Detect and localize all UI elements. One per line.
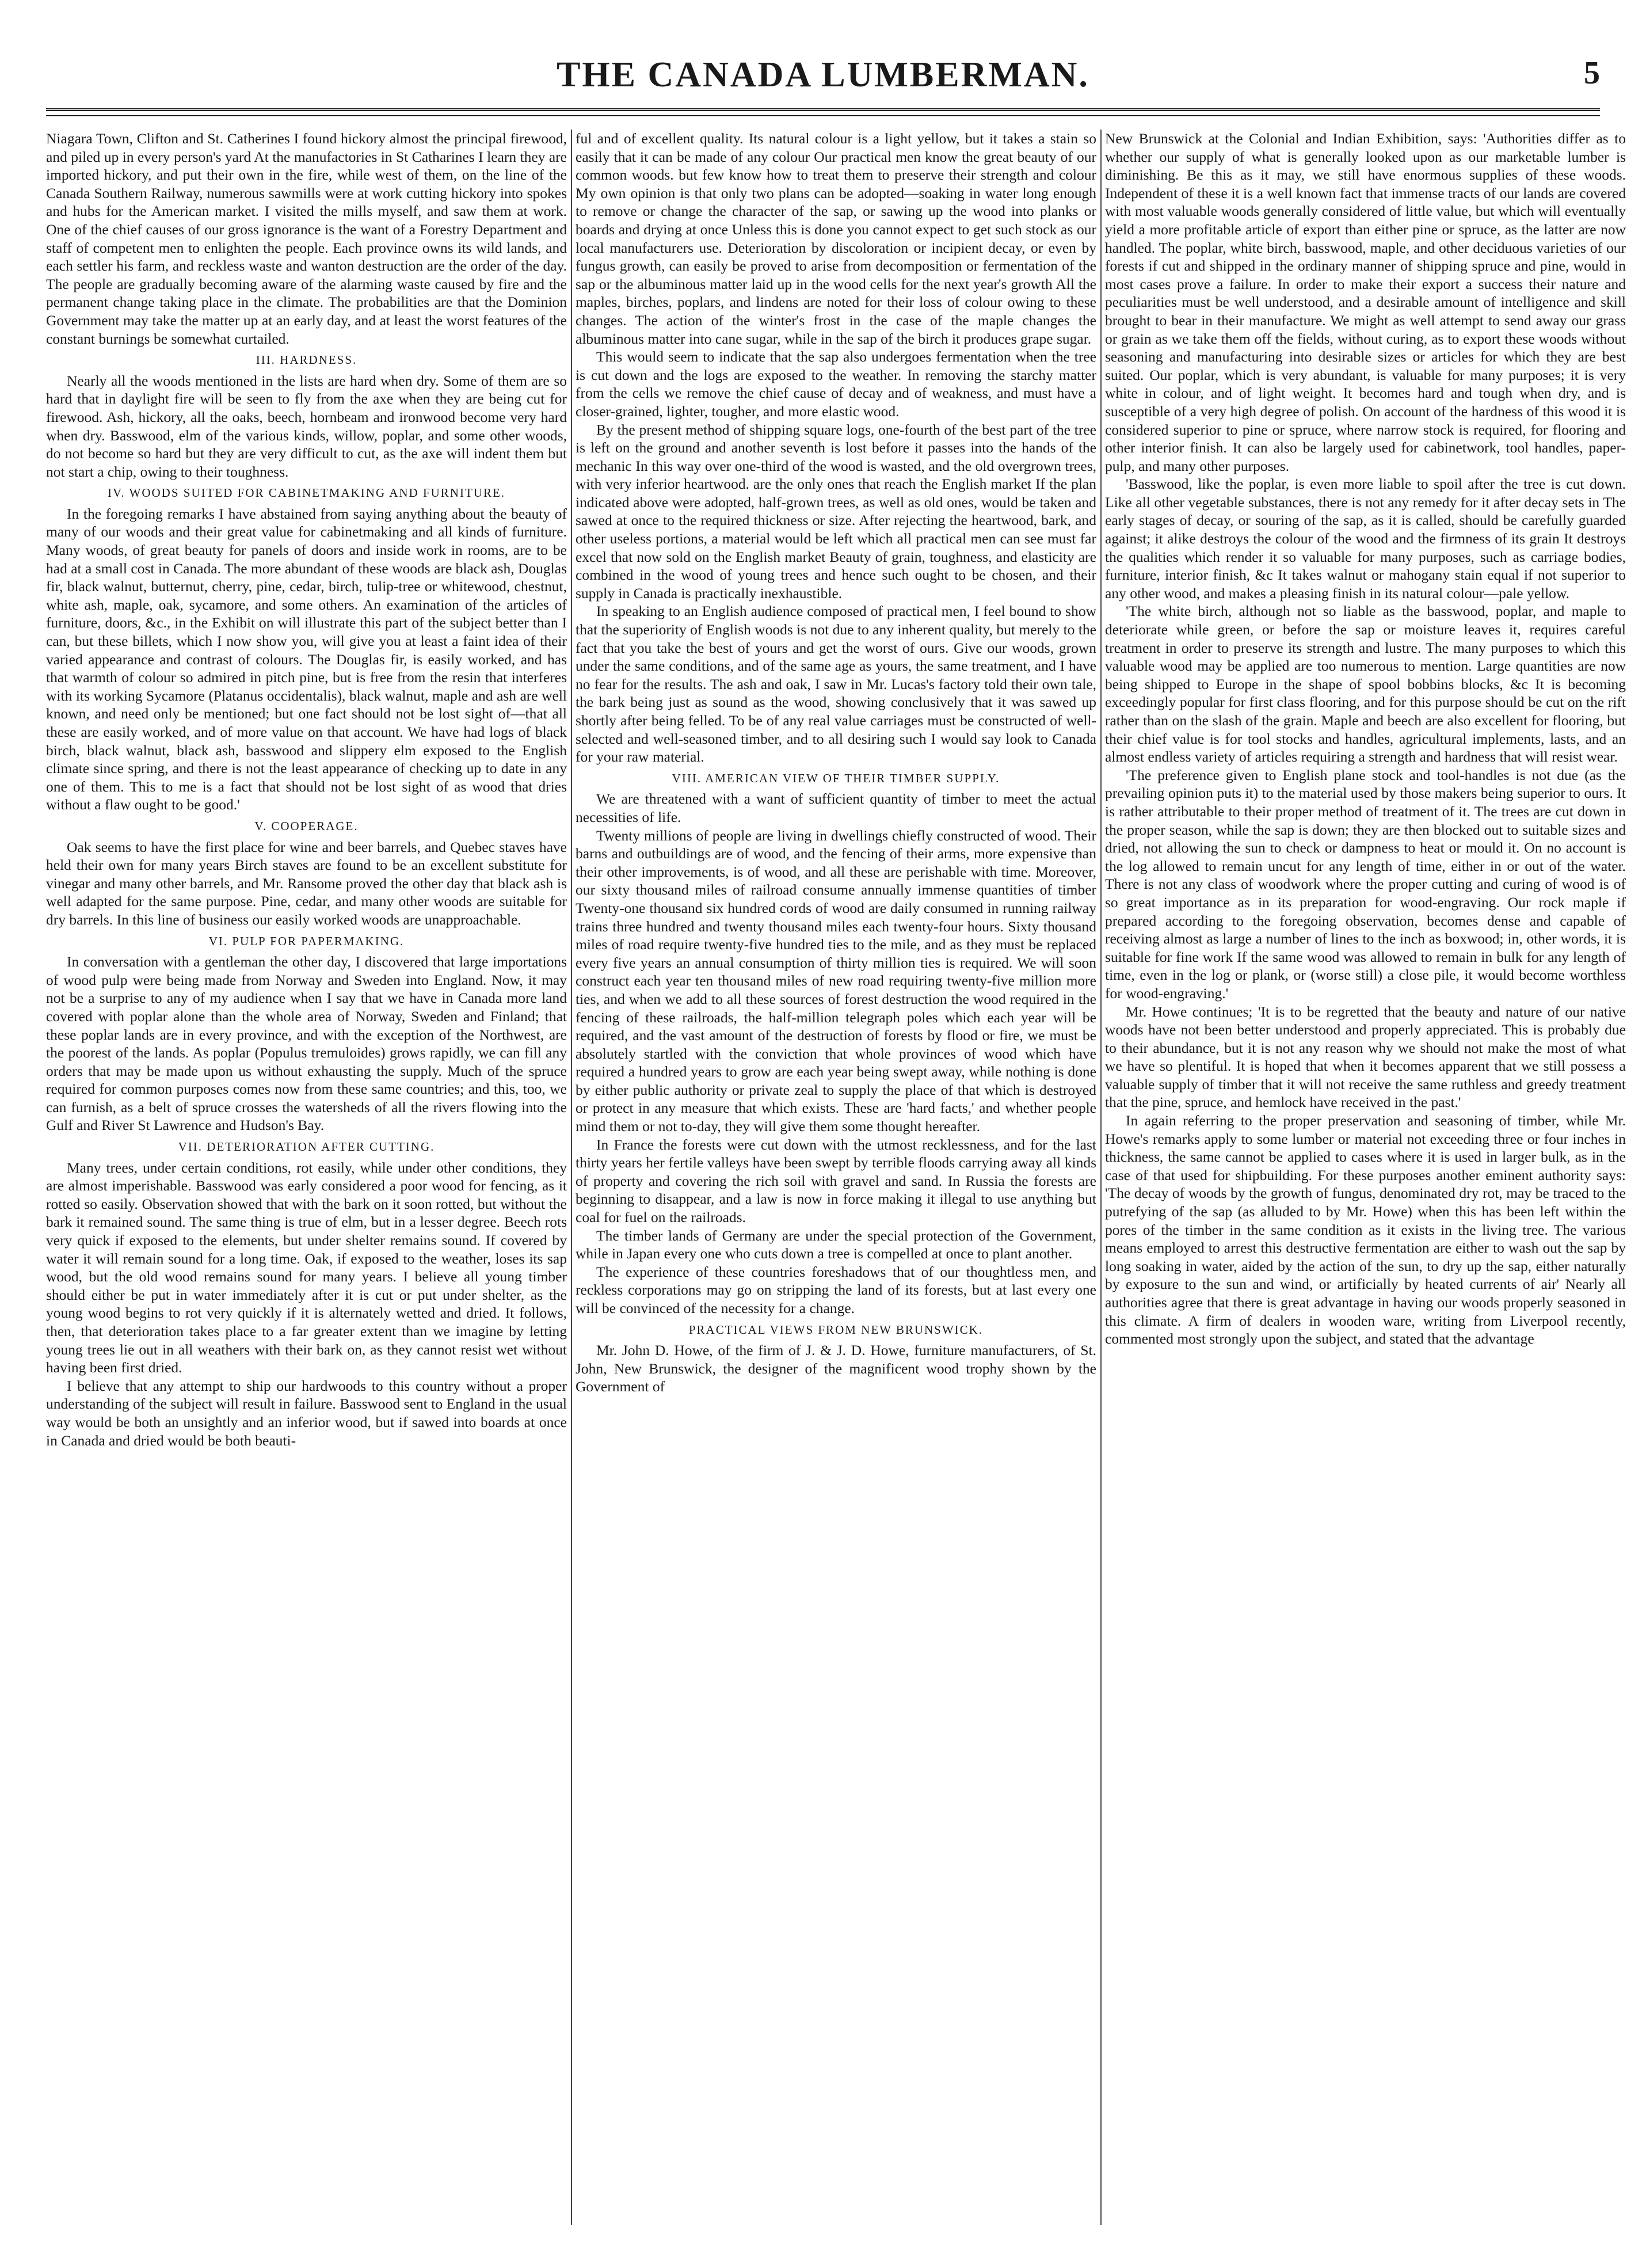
paragraph: Many trees, under certain conditions, rot easily, while under other conditions, they are almost imperishable. Basswood was early considered a poor wood for fencing, as it rotted so easily. Observation showed that with the bark on it soon rotted, but without the bark it remained sound. The same thing is true of elm, but in a lesser degree. Beech rots very quick if exposed to the elements, but under shelter remains sound. If covered by water it will remain sound for a long time. Oak, if exposed to the weather, loses its sap wood, but the old wood remains sound for many years. I believe all young timber should either be put in water immediately after it is cut or put under shelter, as the young wood begins to rot very quickly if it is alternately wetted and dried. It follows, then, that deterioration takes place to a far greater extent than we imagine by letting young trees lie out in all weathers with their bark on, as they cannot resist wet without having been first dried. bbox=[46, 1159, 567, 1376]
paragraph: Niagara Town, Clifton and St. Catherines I found hickory almost the principal firewood, and piled up in every person's yard At the manufactories in St Catharines I learn they are imported hickory, and put their own in the fire, while west of them, on the line of the Canada Southern Railway, numerous sawmills were at work cutting hickory into spokes and hubs for the American market. I visited the mills myself, and saw them at work. One of the chief causes of our gross ignorance is the want of a Forestry Department and staff of competent men to enlighten the people. Each province owns its wild lands, and each settler his farm, and reckless waste and wanton destruction are the order of the day. The people are gradually becoming aware of the alarming waste caused by fire and the permanent change taking place in the climate. The probabilities are that the Dominion Government may take the matter up at an early day, and at least the worst features of the constant burnings be somewhat curtailed. bbox=[46, 130, 567, 347]
paragraph: 'The white birch, although not so liable as the basswood, poplar, and maple to deteriorate while green, or before the sap or moisture leaves it, requires careful treatment in order to preserve its strength and lustre. The many purposes to which this valuable wood may be applied are too numerous to mention. Large quantities are now being shipped to Europe in the shape of spool bobbins blocks, &c It is becoming exceedingly popular for first class flooring, and for this purpose should be cut on the rift rather than on the slash of the grain. Maple and beech are also excellent for flooring, but their chief value is for tool stocks and handles, agricultural implements, lasts, and an almost endless variety of articles requiring a strength and hardness that will resist wear. bbox=[1105, 603, 1626, 766]
paragraph: Nearly all the woods mentioned in the lists are hard when dry. Some of them are so hard that in daylight fire will be seen to fly from the axe when they are being cut for firewood. Ash, hickory, all the oaks, beech, hornbeam and ironwood become very hard when dry. Basswood, elm of the various kinds, willow, poplar, and some other woods, do not become so hard but they are very difficult to cut, as the axe will indent them but not start a chip, owing to their toughness. bbox=[46, 372, 567, 480]
section-heading: VIII. AMERICAN VIEW OF THEIR TIMBER SUPPLY. bbox=[672, 771, 1000, 785]
column-divider bbox=[1100, 130, 1102, 2225]
paragraph: The experience of these countries foreshadows that of our thoughtless men, and reckless corporations may go on stripping the land of its forests, but at last every one will be convinced of the necessity for a change. bbox=[576, 1263, 1096, 1316]
column-3 bbox=[1105, 130, 1626, 2225]
paragraph: This would seem to indicate that the sap also undergoes fermentation when the tree is cut down and the logs are exposed to the weather. In removing the starchy matter from the cells we remove the chief cause of decay and of weakness, and must have a closer-grained, lighter, tougher, and more elastic wood. bbox=[576, 348, 1096, 420]
paragraph: We are threatened with a want of sufficient quantity of timber to meet the actual necessities of life. bbox=[576, 790, 1096, 825]
column-2 bbox=[576, 130, 1096, 2225]
paragraph: 'Basswood, like the poplar, is even more liable to spoil after the tree is cut down. Like all other vegetable substances, there is not any remedy for it after decay sets in The early stages of decay, or souring of the sap, as it is called, should be carefully guarded against; it alike destroys the colour of the wood and the firmness of its grain It destroys the qualities which render it so valuable for many purposes, such as carriage bodies, furniture, interior finish, &c It takes walnut or mahogany stain equal if not superior to any other wood, and makes a pleasing finish in its natural colour—pale yellow. bbox=[1105, 475, 1626, 602]
paragraph: In again referring to the proper preservation and seasoning of timber, while Mr. Howe's remarks apply to some lumber or material not exceeding three or four inches in thickness, the same cannot be applied to cases where it is used in larger bulk, as in the case of that used for shipbuilding. For these purposes another eminent authority says: 'The decay of woods by the growth of fungus, denominated dry rot, may be traced to the putrefying of the sap (as alluded to by Mr. Howe) when this has been left within the pores of the timber in the same condition as it exists in the living tree. The various means employed to arrest this destructive fermentation are either to wash out the sap by long soaking in water, aided by the action of the sun, to dry up the sap, either naturally by exposure to the sun and wind, or artificially by heated currents of air' Nearly all authorities agree that there is great advantage in having our woods properly seasoned in this climate. A firm of dealers in wooden ware, writing from Liverpool recently, commented most strongly upon the subject, and stated that the advantage bbox=[1105, 1112, 1626, 1348]
paragraph: 'The preference given to English plane stock and tool-handles is not due (as the prevailing opinion puts it) to the material used by those makers being superior to ours. It is rather attributable to their proper method of treatment of it. The trees are cut down in the proper season, while the sap is down; they are then blocked out to suitable sizes and dried, not allowing the sun to check or dampness to heat or mould it. On no account is the log allowed to remain uncut for any length of time, either in or out of the water. There is not any class of woodwork where the proper cutting and curing of wood is of so great importance as in its preparation for wood-engraving. Our rock maple if prepared according to the foregoing observation, becomes dense and capable of receiving almost as large a number of lines to the inch as boxwood; in, other words, it is suitable for fine work If the same wood was allowed to remain in bulk for any length of time, even in the log or plank, or (worse still) a close pile, it would become worthless for wood-engraving.' bbox=[1105, 766, 1626, 1002]
page-number: 5 bbox=[1584, 55, 1600, 91]
section-heading: IV. WOODS SUITED FOR CABINETMAKING AND FURNITURE. bbox=[107, 486, 506, 500]
paragraph: Oak seems to have the first place for wine and beer barrels, and Quebec staves have held their own for many years Birch staves are found to be an excellent substitute for vinegar and many other barrels, and Mr. Ransome proved the other day that black ash is well adapted for the same purpose. Pine, cedar, and many other woods are suitable for dry barrels. In this line of business our easily worked woods are unapproachable. bbox=[46, 838, 567, 928]
column-1 bbox=[46, 130, 567, 2225]
paragraph: I believe that any attempt to ship our hardwoods to this country without a proper understanding of the subject will result in failure. Basswood sent to England in the usual way would be both an unsightly and an inferior wood, but if sawed into boards at once in Canada and dried would be both beauti- bbox=[46, 1377, 567, 1449]
section-heading: VII. DETERIORATION AFTER CUTTING. bbox=[178, 1140, 435, 1154]
paragraph: In the foregoing remarks I have abstained from saying anything about the beauty of many of our woods and their great value for cabinetmaking and all kinds of furniture. Many woods, of great beauty for panels of doors and inside work in rooms, are to be had at a small cost in Canada. The more abundant of these woods are black ash, Douglas fir, black walnut, butternut, cherry, pine, cedar, birch, tulip-tree or whitewood, chestnut, white ash, maple, oak, sycamore, and some others. An examination of the articles of furniture, doors, &c., in the Exhibit on will illustrate this part of the subject better than I can, but these billets, which I now show you, will give you at least a faint idea of their varied appearance and contrast of colours. The Douglas fir, is easily worked, and has that warmth of colour so admired in pitch pine, but is free from the resin that interferes with its working Sycamore (Platanus occidentalis), black walnut, maple and ash are well known, and need only be mentioned; but one fact should not be lost sight of—that all these are easily worked, and of more value on that account. We have had logs of black birch, black walnut, black ash, basswood and slippery elm exposed to the English climate since spring, and there is not the least appearance of checking up to date in any one of them. This to me is a fact that should not be lost sight of as wood that dries without a flaw ought to be good.' bbox=[46, 505, 567, 813]
section-heading: III. HARDNESS. bbox=[256, 353, 357, 367]
section-heading: PRACTICAL VIEWS FROM NEW BRUNSWICK. bbox=[688, 1322, 984, 1337]
paragraph: In speaking to an English audience composed of practical men, I feel bound to show that the superiority of English woods is not due to any inherent quality, but merely to the fact that you take the best of yours and get the worst of ours. Give our woods, grown under the same conditions, and of the same age as yours, the same treatment, and I have no fear for the results. The ash and oak, I saw in Mr. Lucas's factory told their own tale, the bark being just as sound as the wood, showing conclusively that it was sawed up shortly after being felled. To be of any real value carriages must be constructed of well-selected and well-seasoned timber, and to all desiring such I would say look to Canada for your raw material. bbox=[576, 603, 1096, 766]
paragraph: The timber lands of Germany are under the special protection of the Government, while in Japan every one who cuts down a tree is compelled at once to plant another. bbox=[576, 1227, 1096, 1262]
paragraph: In France the forests were cut down with the utmost recklessness, and for the last thirty years her fertile valleys have been swept by terrible floods carrying away all kinds of property and covering the rich soil with gravel and sand. In Russia the forests are beginning to disappear, and a law is now in force making it illegal to use anything but coal for fuel on the railroads. bbox=[576, 1136, 1096, 1226]
column-divider bbox=[571, 130, 572, 2225]
paragraph: Mr. John D. Howe, of the firm of J. & J. D. Howe, furniture manufacturers, of St. John, New Brunswick, the designer of the magnificent wood trophy shown by the Government of bbox=[576, 1342, 1096, 1395]
paragraph: Twenty millions of people are living in dwellings chiefly constructed of wood. Their barns and outbuildings are of wood, and the fencing of their arms, more expensive than their other improvements, is of wood, and all these are perishable with time. Moreover, our sixty thousand miles of railroad consume annually immense quantities of timber Twenty-one thousand six hundred cords of wood are daily consumed in running railway trains three hundred and twenty thousand miles each twenty-four hours. Sixty thousand miles of road require twenty-five hundred ties to the mile, and as they must be replaced every five years an annual consumption of thirty million ties is required. We will soon construct each year ten thousand miles of new road requiring twenty-five million more ties, and when we add to all these sources of forest destruction the wood required in the fencing of these railroads, the half-million telegraph poles which each year will be required, and the vast amount of the destruction of forests by flood or fire, we must be absolutely startled with the conviction that whole provinces of wood which have required a hundred years to grow are each year being swept away, while nothing is done by either public authority or private zeal to supply the place of that which is destroyed or protect in any measure that which exists. These are 'hard facts,' and whether people mind them or not to-day, they will give them some thought hereafter. bbox=[576, 827, 1096, 1135]
masthead bbox=[46, 55, 1600, 106]
section-heading: VI. PULP FOR PAPERMAKING. bbox=[208, 934, 405, 948]
section-heading: V. COOPERAGE. bbox=[254, 819, 359, 833]
header-rule-thin bbox=[46, 115, 1600, 116]
paragraph: Mr. Howe continues; 'It is to be regretted that the beauty and nature of our native woods have not been better understood and properly appreciated. This is probably due to their abundance, but it is not any reason why we should not make the most of what we have so plentiful. It is hoped that when it becomes apparent that we still possess a valuable supply of timber that it will not receive the same ruthless and greedy treatment that the pine, spruce, and hemlock have received in the past.' bbox=[1105, 1003, 1626, 1111]
paragraph: New Brunswick at the Colonial and Indian Exhibition, says: 'Authorities differ as to whether our supply of what is generally looked upon as our marketable lumber is diminishing. Be this as it may, we still have enormous supplies of these woods. Independent of these it is a well known fact that immense tracts of our lands are covered with most valuable woods generally considered of little value, but which will eventually yield a more profitable article of export than either pine or spruce, as the latter are now handled. The poplar, white birch, basswood, maple, and other deciduous varieties of our forests if cut and shipped in the ordinary manner of shipping spruce and pine, would in most cases prove a failure. In order to make their export a success their nature and peculiarities must be well understood, and a desirable amount of intelligence and skill brought to bear in their manufacture. We might as well attempt to send away our grass or grain as we take them off the fields, without curing, as to export these woods without seasoning and manufacturing into desirable sizes or articles for which they are best suited. Our poplar, which is very abundant, is valuable for many purposes; it is very white in colour, and of light weight. It becomes hard and tough when dry, and is susceptible of a very high degree of polish. On account of the hardness of this wood it is considered superior to pine or spruce, where narrow stock is required, for flooring and other interior finish. It can also be largely used for cabinetwork, tool handles, paper-pulp, and many other purposes. bbox=[1105, 130, 1626, 474]
newspaper-title: THE CANADA LUMBERMAN. bbox=[557, 55, 1089, 94]
paragraph: ful and of excellent quality. Its natural colour is a light yellow, but it takes a stain so easily that it can be made of any colour Our practical men know the great beauty of our common woods. but few know how to treat them to preserve their strength and colour My own opinion is that only two plans can be adopted—soaking in water long enough to remove or change the character of the sap, or sawing up the wood into planks or boards and drying at once Unless this is done you cannot expect to get such stock as our local manufacturers use. Deterioration by discoloration or incipient decay, or even by fungus growth, can easily be proved to arise from decomposition or fermentation of the sap or the albuminous matter laid up in the wood cells for the next year's growth All the maples, birches, poplars, and lindens are noted for their loss of colour owing to these changes. The action of the winter's frost in the case of the maple changes the albuminous matter into cane sugar, while in the sap of the birch it produces grape sugar. bbox=[576, 130, 1096, 347]
header-rule bbox=[46, 108, 1600, 111]
paragraph: By the present method of shipping square logs, one-fourth of the best part of the tree is left on the ground and another seventh is lost before it passes into the hands of the mechanic In this way over one-third of the wood is wasted, and the old overgrown trees, with very inferior heartwood. are the only ones that reach the English market If the plan indicated above were adopted, half-grown trees, as well as old ones, would be taken and sawed at once to the required thickness or size. After rejecting the heartwood, bark, and other useless portions, a material would be left which all practical men can see must far excel that now sold on the English market Beauty of grain, toughness, and elasticity are combined in the wood of young trees and hence such ought to be chosen, and their supply in Canada is practically inexhaustible. bbox=[576, 421, 1096, 602]
paragraph: In conversation with a gentleman the other day, I discovered that large importations of wood pulp were being made from Norway and Sweden into England. Now, it may not be a surprise to any of my audience when I say that we have in Canada more land covered with poplar alone than the whole area of Norway, Sweden and Finland; that these poplar lands are in every province, and with the exception of the Northwest, are the poorest of the lands. As poplar (Populus tremuloides) grows rapidly, we can fill any orders that may be made upon us without exhausting the supply. Much of the spruce required for common purposes comes now from these same countries; and this, too, we can furnish, as a belt of spruce crosses the watersheds of all the rivers flowing into the Gulf and River St Lawrence and Hudson's Bay. bbox=[46, 953, 567, 1134]
